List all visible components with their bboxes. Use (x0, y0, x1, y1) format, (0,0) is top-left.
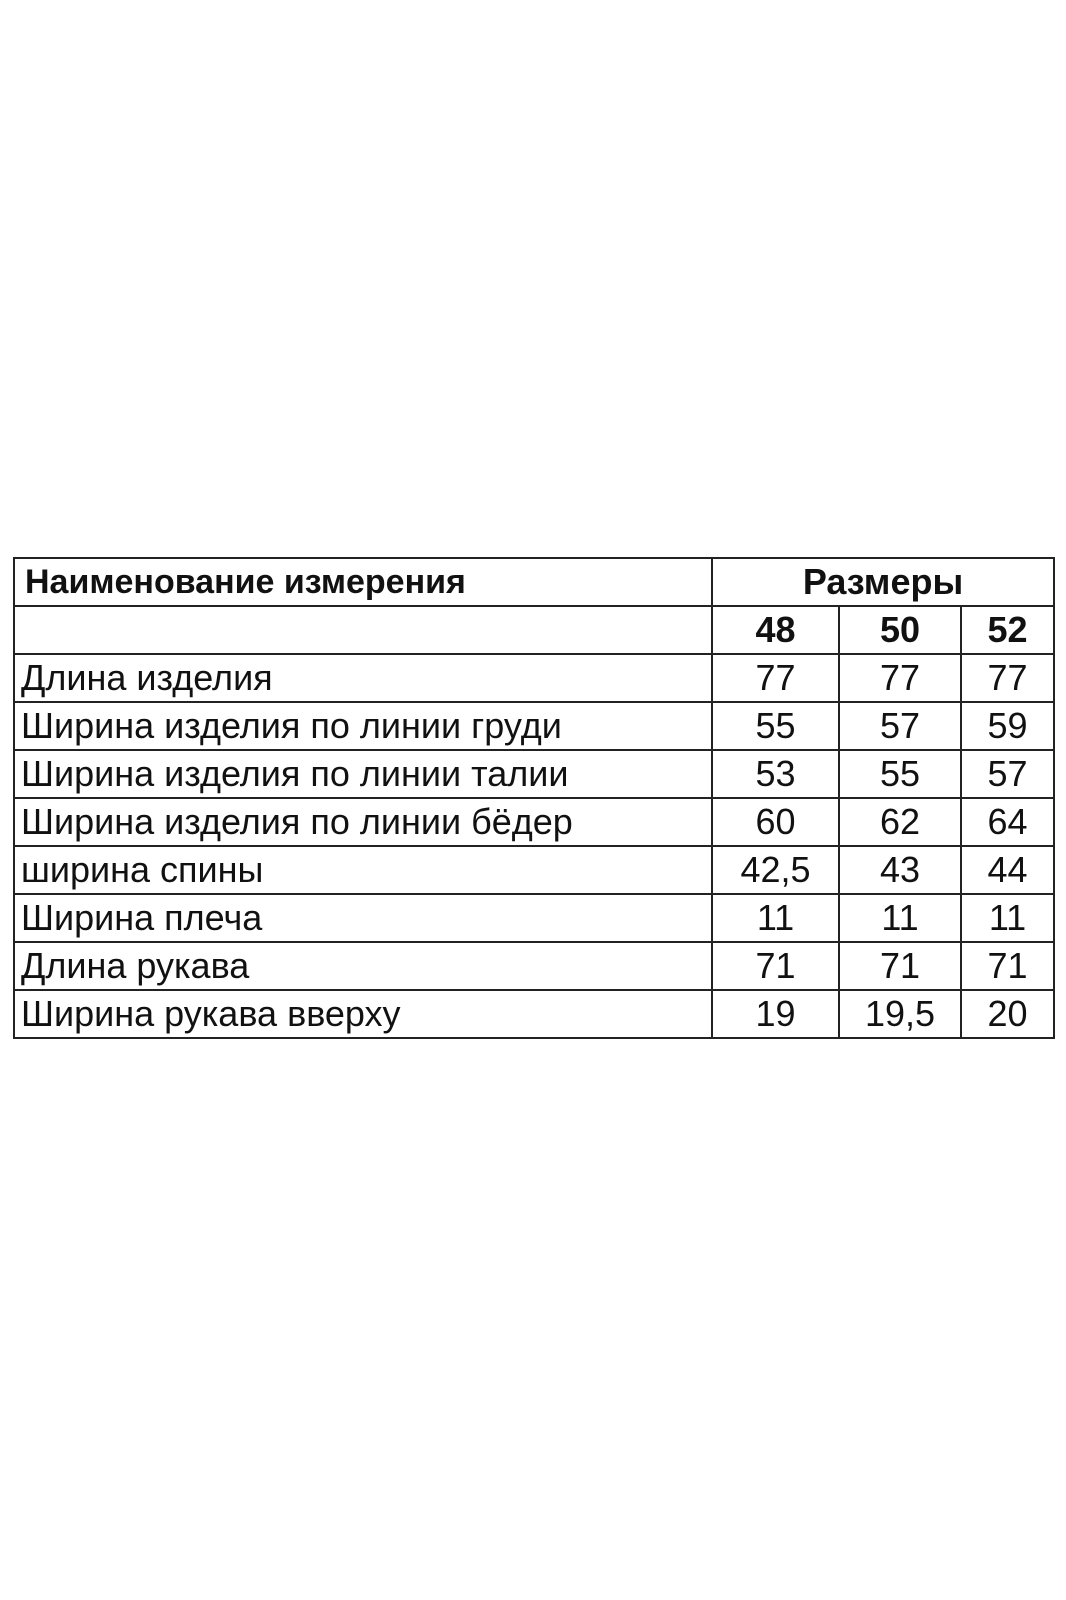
measurement-column-header: Наименование измерения (14, 558, 712, 606)
measurement-name: Ширина изделия по линии талии (14, 750, 712, 798)
size-header-48: 48 (712, 606, 839, 654)
value-cell: 77 (839, 654, 961, 702)
size-chart-table (13, 557, 1055, 1039)
value-cell: 57 (961, 750, 1054, 798)
table-row (14, 798, 1054, 846)
measurement-name: Длина изделия (14, 654, 712, 702)
value-cell: 71 (839, 942, 961, 990)
measurement-name: Ширина изделия по линии груди (14, 702, 712, 750)
table-row (14, 654, 1054, 702)
measurement-name: Ширина изделия по линии бёдер (14, 798, 712, 846)
value-cell: 57 (839, 702, 961, 750)
value-cell: 59 (961, 702, 1054, 750)
value-cell: 11 (961, 894, 1054, 942)
measurement-name: ширина спины (14, 846, 712, 894)
header-row-titles (14, 558, 1054, 606)
value-cell: 55 (839, 750, 961, 798)
value-cell: 62 (839, 798, 961, 846)
table-row (14, 702, 1054, 750)
value-cell: 20 (961, 990, 1054, 1038)
value-cell: 19 (712, 990, 839, 1038)
value-cell: 77 (961, 654, 1054, 702)
value-cell: 11 (839, 894, 961, 942)
value-cell: 71 (961, 942, 1054, 990)
value-cell: 77 (712, 654, 839, 702)
table-row (14, 990, 1054, 1038)
header-row-sizes (14, 606, 1054, 654)
table-row (14, 942, 1054, 990)
value-cell: 53 (712, 750, 839, 798)
value-cell: 42,5 (712, 846, 839, 894)
measurement-name: Ширина плеча (14, 894, 712, 942)
value-cell: 71 (712, 942, 839, 990)
table-header (14, 558, 1054, 654)
value-cell: 60 (712, 798, 839, 846)
value-cell: 19,5 (839, 990, 961, 1038)
value-cell: 43 (839, 846, 961, 894)
value-cell: 64 (961, 798, 1054, 846)
value-cell: 11 (712, 894, 839, 942)
table-row (14, 750, 1054, 798)
sizes-column-header: Размеры (712, 558, 1054, 606)
size-header-52: 52 (961, 606, 1054, 654)
value-cell: 55 (712, 702, 839, 750)
value-cell: 44 (961, 846, 1054, 894)
empty-header-cell (14, 606, 712, 654)
measurement-name: Длина рукава (14, 942, 712, 990)
table-row (14, 846, 1054, 894)
measurement-name: Ширина рукава вверху (14, 990, 712, 1038)
size-header-50: 50 (839, 606, 961, 654)
table-body (14, 654, 1054, 1038)
table-row (14, 894, 1054, 942)
